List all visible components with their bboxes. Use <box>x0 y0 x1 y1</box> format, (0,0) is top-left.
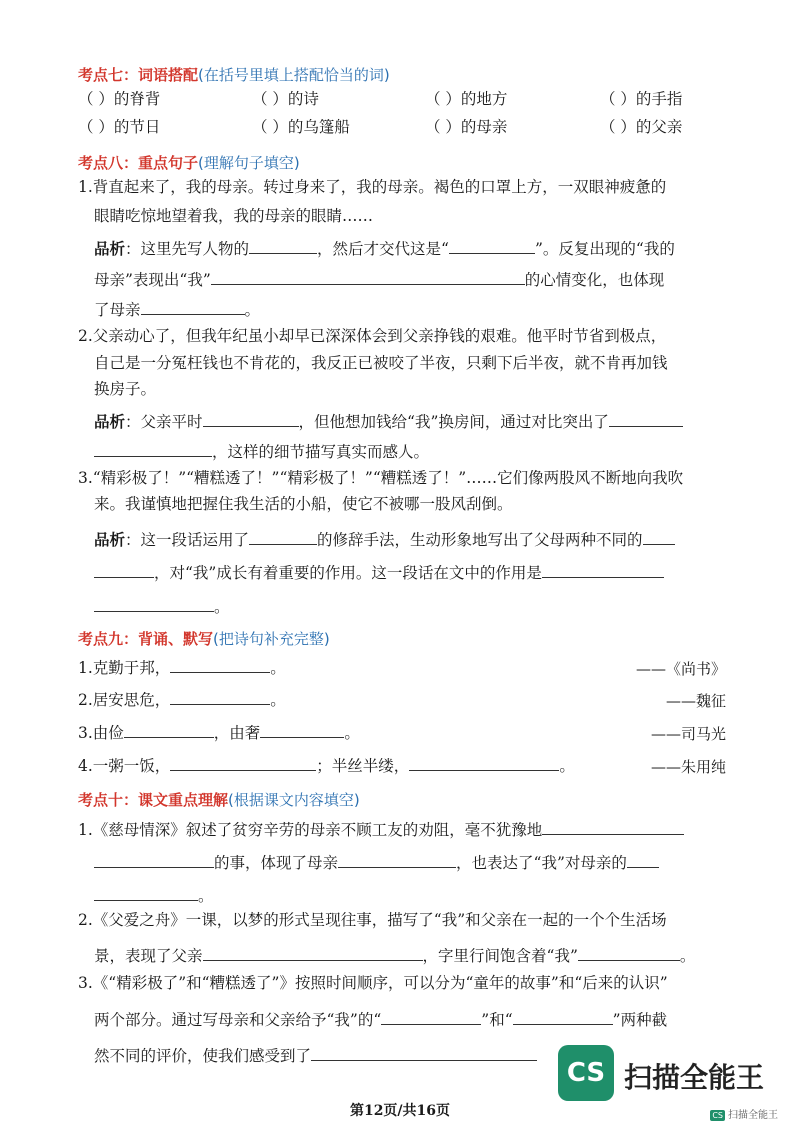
answer-blank[interactable] <box>94 563 154 578</box>
text: 3.由俭 <box>78 724 124 742</box>
s7-row1-item4: （ ）的手指 <box>600 90 683 108</box>
text: 。 <box>198 887 214 905</box>
s8-q2-line1: 2.父亲动心了，但我年纪虽小却早已深深体会到父亲挣钱的艰难。他平时节省到极点， <box>78 327 667 345</box>
section-10-note: (根据课文内容填空) <box>228 791 360 809</box>
s8-q2-line3: 换房子。 <box>94 380 157 398</box>
answer-blank[interactable] <box>381 1010 481 1025</box>
s10-q3-line2 <box>94 1010 667 1029</box>
answer-blank[interactable] <box>94 853 214 868</box>
s9-item3 <box>78 723 360 742</box>
answer-blank[interactable] <box>94 442 212 457</box>
s8-q3-line1: 3.“精彩极了！”“糟糕透了！”“精彩极了！”“糟糕透了！”……它们像两股风不断地向我吹 <box>78 469 684 487</box>
s10-q1-line3 <box>94 886 214 905</box>
answer-blank[interactable] <box>170 658 270 673</box>
answer-blank[interactable] <box>578 946 680 961</box>
answer-blank[interactable] <box>203 412 299 427</box>
s8-q2-answer-line1 <box>94 412 683 431</box>
section-9-heading <box>78 628 330 649</box>
s8-q1-answer-line2 <box>94 270 664 289</box>
section-8-title: 考点八：重点句子 <box>78 154 199 172</box>
answer-blank[interactable] <box>338 853 456 868</box>
s7-row2-item1: （ ）的节日 <box>78 118 161 136</box>
s10-q1-line1 <box>78 820 684 839</box>
text: 然不同的评价，使我们感受到了 <box>94 1047 312 1065</box>
text: 。 <box>344 724 360 742</box>
text: 2.居安思危， <box>78 691 171 709</box>
s8-q3-line2: 来。我谨慎地把握住我生活的小船，使它不被哪一股风刮倒。 <box>94 495 513 513</box>
s10-q2-line2 <box>94 946 695 965</box>
s8-q2-answer-line2 <box>94 442 429 461</box>
s9-item3-source: ——司马光 <box>650 725 726 743</box>
text: 。 <box>270 659 286 677</box>
answer-blank[interactable] <box>627 853 659 868</box>
s9-item1 <box>78 658 286 677</box>
s8-q1-line1: 1.背直起来了，我的母亲。转过身来了，我的母亲。褐色的口罩上方，一双眼神疲惫的 <box>78 178 667 196</box>
s8-q1-answer-line1 <box>94 239 675 258</box>
answer-blank[interactable] <box>94 886 198 901</box>
text: ”两种截 <box>612 1011 668 1029</box>
text: 。 <box>270 691 286 709</box>
text: ；半丝半缕， <box>316 757 410 775</box>
text: ：这里先写人物的 <box>125 240 250 258</box>
text: ”和“ <box>481 1011 513 1029</box>
answer-blank[interactable] <box>542 563 664 578</box>
answer-blank[interactable] <box>311 1046 537 1061</box>
section-9-title: 考点九：背诵、默写 <box>78 630 214 648</box>
s7-row1-item3: （ ）的地方 <box>425 90 508 108</box>
s7-row2-item3: （ ）的母亲 <box>425 118 508 136</box>
text: 的事，体现了母亲 <box>214 854 339 872</box>
text: ：父亲平时 <box>125 413 203 431</box>
s8-q3-answer-line2 <box>94 563 664 582</box>
section-8-note: (理解句子填空) <box>198 154 300 172</box>
text: 两个部分。通过写母亲和父亲给予“我”的“ <box>94 1011 382 1029</box>
text: ，然后才交代这是“ <box>317 240 449 258</box>
answer-blank[interactable] <box>609 412 683 427</box>
s10-q3-line1: 3.《“精彩极了”和“糟糕透了”》按照时间顺序，可以分为“童年的故事”和“后来的认识” <box>78 974 668 992</box>
text: ，由奢 <box>213 724 261 742</box>
answer-blank[interactable] <box>94 597 214 612</box>
answer-blank[interactable] <box>409 756 559 771</box>
s10-q3-line3 <box>94 1046 537 1065</box>
text: 的修辞手法，生动形象地写出了父母两种不同的 <box>317 531 643 549</box>
answer-blank[interactable] <box>170 756 316 771</box>
section-10-title: 考点十：课文重点理解 <box>78 791 229 809</box>
answer-blank[interactable] <box>449 239 535 254</box>
answer-blank[interactable] <box>260 723 344 738</box>
text: 。 <box>214 598 230 616</box>
answer-blank[interactable] <box>170 690 270 705</box>
text: 。 <box>244 301 261 319</box>
s9-item2 <box>78 690 286 709</box>
text: 。 <box>559 757 575 775</box>
text: 4.一粥一饭， <box>78 757 171 775</box>
s7-row1-item1: （ ）的脊背 <box>78 90 161 108</box>
text: ，这样的细节描写真实而感人。 <box>212 443 430 461</box>
s7-row2-item2: （ ）的乌篷船 <box>252 118 350 136</box>
analysis-label: 品析 <box>94 413 126 431</box>
text: ，对“我”成长有着重要的作用。这一段话在文中的作用是 <box>154 564 542 582</box>
text: 1.《慈母情深》叙述了贫穷辛劳的母亲不顾工友的劝阻，毫不犹豫地 <box>78 821 543 839</box>
camscanner-logo-icon: CS <box>558 1045 614 1101</box>
analysis-label: 品析 <box>94 240 126 258</box>
section-8-heading <box>78 152 300 173</box>
s10-q1-line2 <box>94 853 659 872</box>
camscanner-badge-icon: CS <box>712 1111 723 1120</box>
text: ，字里行间饱含着“我” <box>422 947 578 965</box>
text: ”。反复出现的“我的 <box>534 240 675 258</box>
s9-item2-source: ——魏征 <box>665 692 726 710</box>
section-7-heading <box>78 64 390 85</box>
text: ，也表达了“我”对母亲的 <box>456 854 627 872</box>
s8-q1-answer-line3 <box>94 300 260 319</box>
s9-item1-source: ——《尚书》 <box>635 660 726 678</box>
answer-blank[interactable] <box>124 723 214 738</box>
s8-q3-answer-line3 <box>94 597 230 616</box>
s8-q3-answer-line1 <box>94 530 675 549</box>
s9-item4 <box>78 756 575 775</box>
answer-blank[interactable] <box>542 820 684 835</box>
camscanner-name: 扫描全能王 <box>624 1061 765 1094</box>
section-7-title: 考点七：词语搭配 <box>78 66 199 84</box>
text: 母亲”表现出“我” <box>94 271 211 289</box>
answer-blank[interactable] <box>643 530 675 545</box>
answer-blank[interactable] <box>513 1010 613 1025</box>
s10-q2-line1: 2.《父爱之舟》一课，以梦的形式呈现往事，描写了“我”和父亲在一起的一个个生活场 <box>78 911 667 929</box>
section-10-heading <box>78 789 360 810</box>
section-9-note: (把诗句补充完整) <box>213 630 330 648</box>
text: ：这一段话运用了 <box>125 531 250 549</box>
answer-blank[interactable] <box>249 239 317 254</box>
text: 的心情变化，也体现 <box>524 271 665 289</box>
s8-q1-line2: 眼睛吃惊地望着我，我的母亲的眼睛…… <box>94 207 374 225</box>
s8-q2-line2: 自己是一分冤枉钱也不肯花的，我反正已被咬了半夜，只剩下后半夜，就不肯再加钱 <box>94 354 668 372</box>
section-7-note: (在括号里填上搭配恰当的词) <box>198 66 390 84</box>
text: 了母亲 <box>94 301 141 319</box>
s9-item4-source: ——朱用纯 <box>650 758 726 776</box>
camscanner-badge-text: 扫描全能王 <box>728 1110 778 1121</box>
text: 景，表现了父亲 <box>94 947 203 965</box>
text: ，但他想加钱给“我”换房间，通过对比突出了 <box>298 413 609 431</box>
s7-row2-item4: （ ）的父亲 <box>600 118 683 136</box>
page-number: 第12页/共16页 <box>349 1103 451 1119</box>
analysis-label: 品析 <box>94 531 126 549</box>
s7-row1-item2: （ ）的诗 <box>252 90 319 108</box>
text: 。 <box>679 947 696 965</box>
text: 1.克勤于邦， <box>78 659 171 677</box>
answer-blank[interactable] <box>249 530 317 545</box>
answer-blank[interactable] <box>141 300 245 315</box>
answer-blank[interactable] <box>211 270 525 285</box>
camscanner-badge <box>710 1106 778 1121</box>
answer-blank[interactable] <box>203 946 423 961</box>
